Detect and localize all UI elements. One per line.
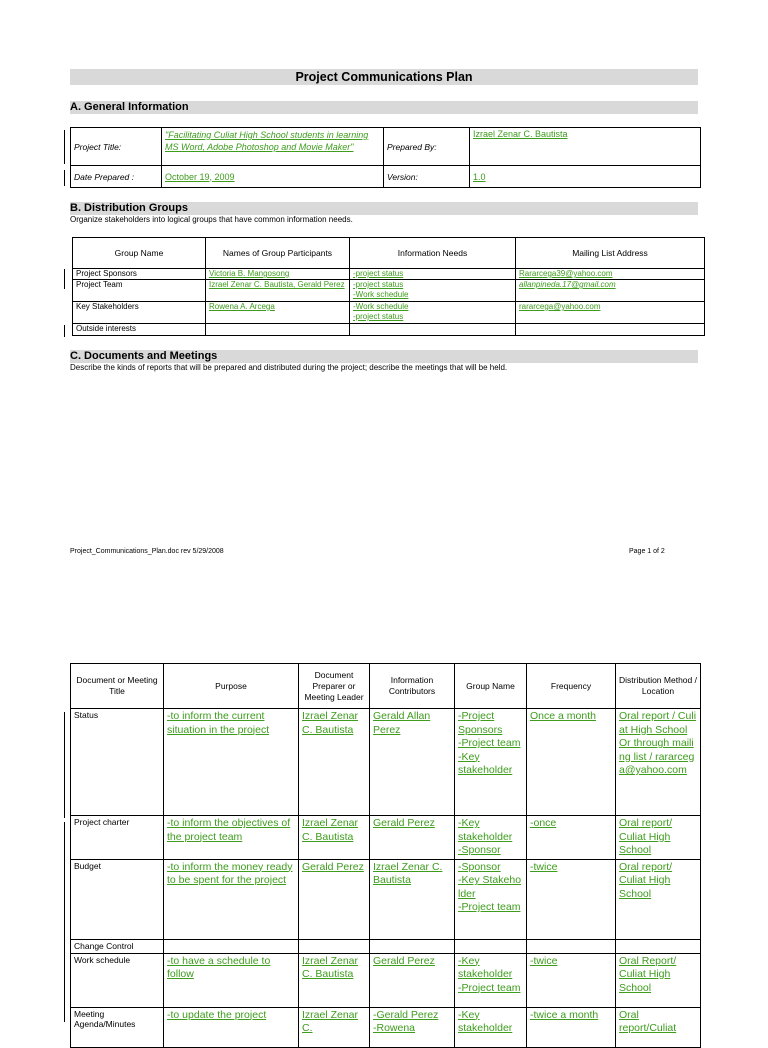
table-row xyxy=(73,302,705,324)
margin-mark xyxy=(64,822,65,1022)
group-participants[interactable]: Izrael Zenar C. Bautista, Gerald Perez xyxy=(206,280,350,302)
doc-frequency[interactable]: -twice xyxy=(527,953,616,1007)
prepared-by-label: Prepared By: xyxy=(384,128,470,166)
doc-frequency[interactable]: Once a month xyxy=(527,709,616,816)
doc-leader[interactable]: Izrael Zenar C. Bautista xyxy=(299,709,370,816)
table-row xyxy=(73,269,705,280)
date-prepared-label: Date Prepared : xyxy=(71,166,162,188)
doc-contributors[interactable]: Gerald Perez xyxy=(370,953,455,1007)
doc-distribution[interactable]: Oral report / Culiat High School Or through mailing list / rararcega@yahoo.com xyxy=(616,709,701,816)
doc-group[interactable]: -Sponsor -Key Stakeholder -Project team xyxy=(455,859,527,939)
group-needs[interactable]: -project status -Work schedule xyxy=(350,280,516,302)
group-name: Project Sponsors xyxy=(73,269,206,280)
doc-purpose[interactable]: -to inform the current situation in the project xyxy=(164,709,299,816)
doc-distribution[interactable]: Oral report/ Culiat High School xyxy=(616,816,701,860)
doc-group[interactable]: -Key stakeholder xyxy=(455,1007,527,1047)
doc-purpose[interactable]: -to have a schedule to follow xyxy=(164,953,299,1007)
doc-distribution[interactable]: Oral Report/ Culiat High School xyxy=(616,953,701,1007)
col-mailing-list: Mailing List Address xyxy=(516,238,705,269)
group-name: Project Team xyxy=(73,280,206,302)
doc-contributors[interactable]: Gerald Perez xyxy=(370,816,455,860)
doc-purpose[interactable]: -to inform the objectives of the project team xyxy=(164,816,299,860)
doc-title: Change Control xyxy=(71,939,164,953)
prepared-by-value[interactable]: Izrael Zenar C. Bautista xyxy=(470,128,701,166)
group-mail[interactable]: Rararcega39@yahoo.com xyxy=(516,269,705,280)
col-contributors: Information Contributors xyxy=(370,664,455,709)
group-needs xyxy=(350,324,516,336)
col-purpose: Purpose xyxy=(164,664,299,709)
general-info-table xyxy=(70,127,701,188)
doc-leader[interactable]: Izrael Zenar C. Bautista xyxy=(299,816,370,860)
doc-frequency[interactable]: -twice a month xyxy=(527,1007,616,1047)
doc-leader[interactable]: Izrael Zenar C. Bautista xyxy=(299,953,370,1007)
doc-leader xyxy=(299,939,370,953)
doc-group xyxy=(455,939,527,953)
table-row xyxy=(71,816,701,860)
group-needs[interactable]: -project status xyxy=(350,269,516,280)
section-b-description: Organize stakeholders into logical groups that have common information needs. xyxy=(70,215,353,224)
doc-title: Status xyxy=(71,709,164,816)
doc-contributors[interactable]: Gerald Allan Perez xyxy=(370,709,455,816)
project-title-value[interactable]: "Facilitating Culiat High School students in learning MS Word, Adobe Photoshop and Movie Maker" xyxy=(162,128,384,166)
doc-contributors xyxy=(370,939,455,953)
group-mail[interactable]: rararcega@yahoo.com xyxy=(516,302,705,324)
doc-title: Budget xyxy=(71,859,164,939)
footer-filename: Project_Communications_Plan.doc rev 5/29/2008 xyxy=(70,548,224,555)
page-title: Project Communications Plan xyxy=(70,69,698,85)
margin-mark xyxy=(64,325,65,337)
group-name: Key Stakeholders xyxy=(73,302,206,324)
doc-title: Work schedule xyxy=(71,953,164,1007)
version-value[interactable]: 1.0 xyxy=(470,166,701,188)
section-a-heading: A. General Information xyxy=(70,101,698,114)
doc-purpose xyxy=(164,939,299,953)
version-label: Version: xyxy=(384,166,470,188)
col-participants: Names of Group Participants xyxy=(206,238,350,269)
group-participants[interactable]: Rowena A. Arcega xyxy=(206,302,350,324)
margin-mark xyxy=(64,712,65,818)
col-group-name: Group Name xyxy=(455,664,527,709)
group-name: Outside interests xyxy=(73,324,206,336)
doc-group[interactable]: -Key stakeholder -Sponsor xyxy=(455,816,527,860)
col-frequency: Frequency xyxy=(527,664,616,709)
doc-leader[interactable]: Gerald Perez xyxy=(299,859,370,939)
table-row xyxy=(71,953,701,1007)
footer-page-number: Page 1 of 2 xyxy=(629,548,665,555)
doc-contributors[interactable]: Izrael Zenar C. Bautista xyxy=(370,859,455,939)
doc-group[interactable]: -Key stakeholder -Project team xyxy=(455,953,527,1007)
group-participants xyxy=(206,324,350,336)
date-prepared-value[interactable]: October 19, 2009 xyxy=(162,166,384,188)
margin-mark xyxy=(64,170,65,186)
doc-title: Project charter xyxy=(71,816,164,860)
doc-title: Meeting Agenda/Minutes xyxy=(71,1007,164,1047)
col-leader: Document Preparer or Meeting Leader xyxy=(299,664,370,709)
group-mail[interactable]: allanpineda.17@gmail.com xyxy=(516,280,705,302)
section-b-heading: B. Distribution Groups xyxy=(70,202,698,215)
table-row xyxy=(71,939,701,953)
group-participants[interactable]: Victoria B. Mangosong xyxy=(206,269,350,280)
margin-mark xyxy=(64,269,65,289)
doc-leader[interactable]: Izrael Zenar C. xyxy=(299,1007,370,1047)
doc-frequency[interactable]: -twice xyxy=(527,859,616,939)
doc-purpose[interactable]: -to inform the money ready to be spent for the project xyxy=(164,859,299,939)
doc-distribution xyxy=(616,939,701,953)
section-c-heading: C. Documents and Meetings xyxy=(70,350,698,363)
doc-group[interactable]: -Project Sponsors -Project team -Key stakeholder xyxy=(455,709,527,816)
table-row xyxy=(73,324,705,336)
table-row xyxy=(71,709,701,816)
section-c-description: Describe the kinds of reports that will be prepared and distributed during the project; describe the meetings that will be held. xyxy=(70,363,508,372)
col-group-name: Group Name xyxy=(73,238,206,269)
group-mail xyxy=(516,324,705,336)
doc-contributors[interactable]: -Gerald Perez -Rowena xyxy=(370,1007,455,1047)
distribution-groups-table xyxy=(72,237,705,336)
doc-frequency[interactable]: -once xyxy=(527,816,616,860)
doc-distribution[interactable]: Oral report/ Culiat High School xyxy=(616,859,701,939)
documents-meetings-table xyxy=(70,663,701,1048)
table-row xyxy=(71,859,701,939)
margin-mark xyxy=(64,130,65,164)
col-info-needs: Information Needs xyxy=(350,238,516,269)
doc-purpose[interactable]: -to update the project xyxy=(164,1007,299,1047)
col-doc-title: Document or Meeting Title xyxy=(71,664,164,709)
project-title-label: Project Title: xyxy=(71,128,162,166)
doc-distribution[interactable]: Oral report/Culiat xyxy=(616,1007,701,1047)
table-row xyxy=(71,1007,701,1047)
doc-frequency xyxy=(527,939,616,953)
group-needs[interactable]: -Work schedule -project status xyxy=(350,302,516,324)
col-distribution: Distribution Method / Location xyxy=(616,664,701,709)
table-row xyxy=(73,280,705,302)
